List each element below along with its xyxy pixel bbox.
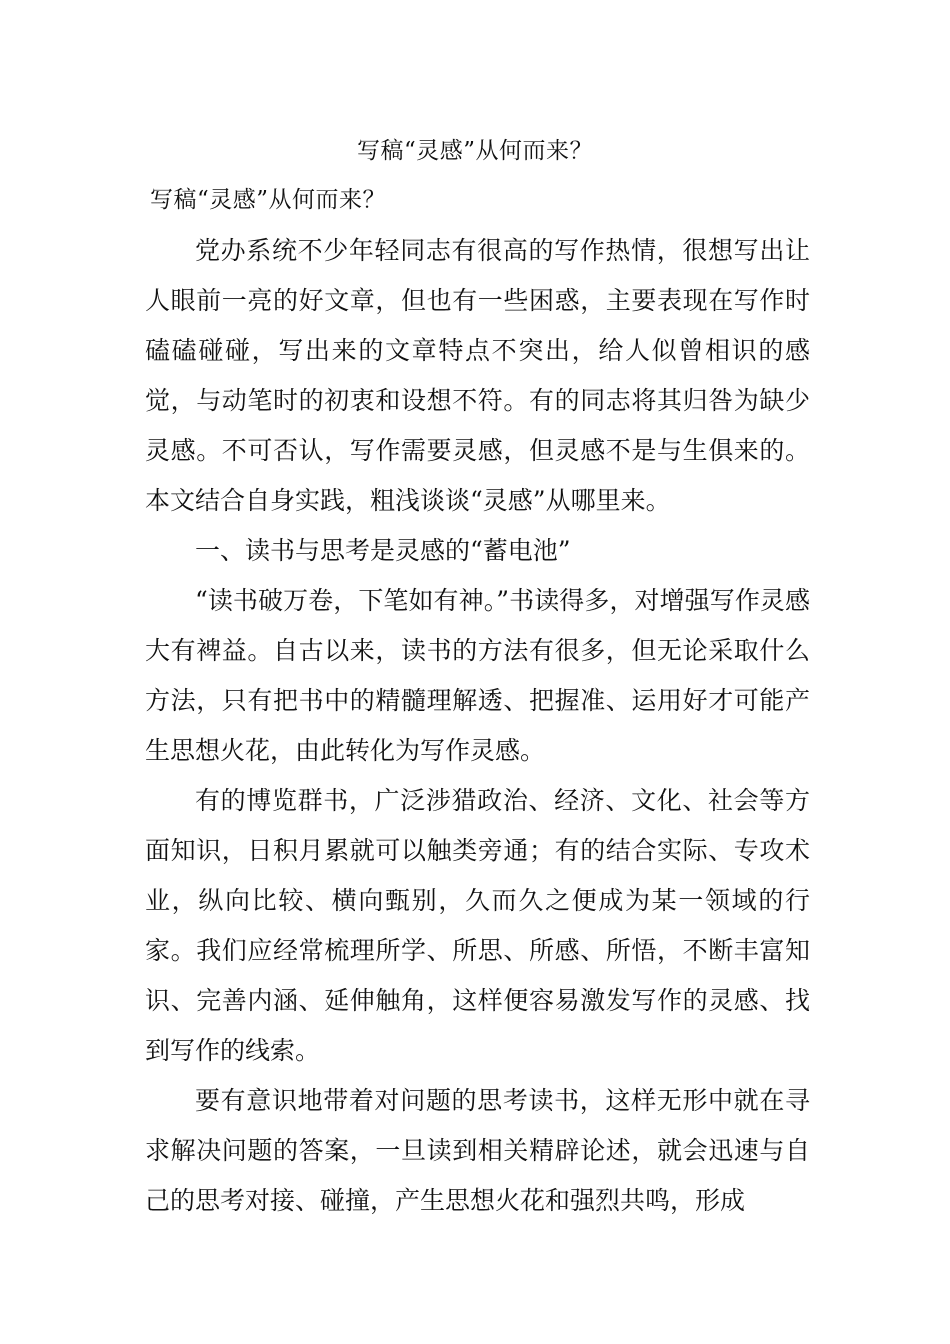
paragraph-intro: 党办系统不少年轻同志有很高的写作热情，很想写出让人眼前一亮的好文章，但也有一些困惑，主要表现在写作时磕磕碰碰，写出来的文章特点不突出，给人似曾相识的感觉，与动笔时的初衷和设想不符。有的同志将其归咎为缺少灵感。不可否认，写作需要灵感，但灵感不是与生俱来的。本文结合自身实践，粗浅谈谈“灵感”从哪里来。 — [145, 236, 810, 515]
paragraph-broad-reading: 有的博览群书，广泛涉猎政治、经济、文化、社会等方面知识，日积月累就可以触类旁通；有的结合实际、专攻术业，纵向比较、横向甄别，久而久之便成为某一领域的行家。我们应经常梳理所学、所思、所感、所悟，不断丰富知识、完善内涵、延伸触角，这样便容易激发写作的灵感、找到写作的线索。 — [145, 786, 810, 1065]
document-body — [145, 226, 810, 1226]
paragraph-reading-quote: “读书破万卷，下笔如有神。”书读得多，对增强写作灵感大有裨益。自古以来，读书的方法有很多，但无论采取什么方法，只有把书中的精髓理解透、把握准、运用好才可能产生思想火花，由此转化为写作灵感。 — [145, 586, 810, 765]
document-subtitle: 写稿“灵感”从何而来？ — [150, 187, 387, 213]
document-title: 写稿“灵感”从何而来？ — [356, 138, 594, 164]
paragraph-reading-with-questions: 要有意识地带着对问题的思考读书，这样无形中就在寻求解决问题的答案，一旦读到相关精辟论述，就会迅速与自己的思考对接、碰撞，产生思想火花和强烈共鸣，形成 — [145, 1086, 810, 1215]
section-heading-1: 一、读书与思考是灵感的“蓄电池” — [195, 536, 571, 565]
